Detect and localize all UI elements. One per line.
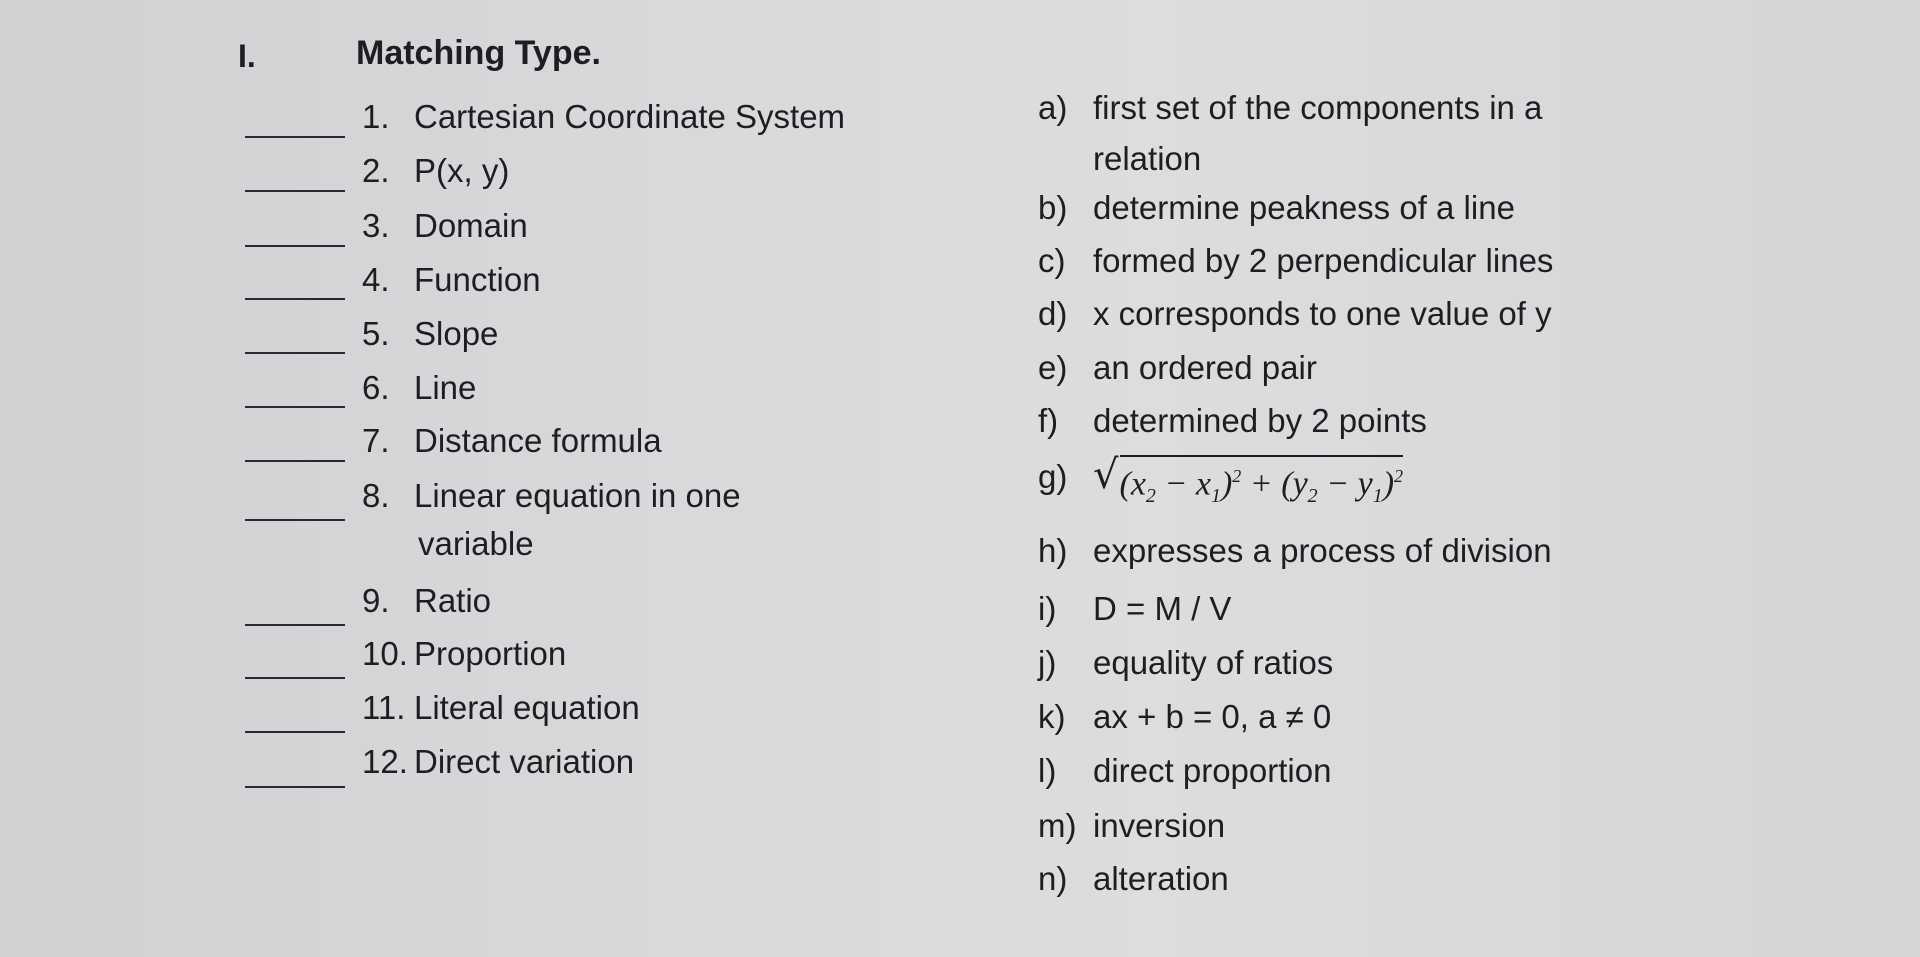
right-item-a: [1038, 89, 1542, 127]
right-item-h: [1038, 532, 1552, 570]
item-text: first set of the components in a: [1093, 89, 1543, 126]
distance-formula: [1093, 452, 1404, 513]
right-item-e: [1038, 349, 1317, 387]
formula-part: ): [1220, 465, 1233, 503]
item-text: determined by 2 points: [1093, 402, 1427, 439]
left-item-11: [362, 689, 640, 727]
answer-blank-7[interactable]: [245, 460, 345, 462]
right-item-n: [1038, 860, 1229, 898]
item-letter: m): [1038, 807, 1077, 844]
item-text: direct proportion: [1093, 752, 1332, 789]
item-number: 12.: [362, 743, 408, 780]
left-item-4: [362, 261, 541, 299]
right-item-j: [1038, 644, 1333, 682]
right-item-m: [1038, 807, 1225, 845]
formula-exponent: 2: [1232, 466, 1242, 486]
item-letter: c): [1038, 242, 1066, 279]
right-item-l: [1038, 752, 1331, 790]
item-text: Distance formula: [414, 422, 662, 459]
answer-blank-6[interactable]: [245, 406, 345, 408]
item-letter: i): [1038, 590, 1057, 627]
right-item-b: [1038, 189, 1515, 227]
item-text: formed by 2 perpendicular lines: [1093, 242, 1554, 279]
answer-blank-8[interactable]: [245, 519, 345, 521]
radical-sign: √: [1093, 452, 1119, 498]
formula-part: − y: [1317, 465, 1373, 503]
answer-blank-5[interactable]: [245, 352, 345, 354]
formula-subscript: 1: [1372, 485, 1383, 508]
left-item-3: [362, 207, 528, 245]
left-item-8-continuation: variable: [418, 525, 534, 562]
left-item-9: [362, 582, 491, 620]
item-number: 9.: [362, 582, 390, 619]
right-item-g: [1038, 452, 1404, 513]
answer-blank-1[interactable]: [245, 136, 345, 138]
answer-blank-3[interactable]: [245, 245, 345, 247]
item-number: 5.: [362, 315, 390, 352]
formula-part: − x: [1155, 465, 1211, 503]
item-letter: b): [1038, 189, 1068, 226]
radicand: [1120, 455, 1404, 513]
left-item-6: [362, 369, 476, 407]
item-text: Cartesian Coordinate System: [414, 98, 846, 135]
left-item-2: [362, 152, 509, 190]
left-item-5: [362, 315, 498, 353]
item-letter: f): [1038, 402, 1059, 439]
formula-exponent: 2: [1394, 466, 1404, 486]
item-letter: h): [1038, 532, 1068, 569]
item-text: x corresponds to one value of y: [1093, 295, 1552, 332]
formula-subscript: 2: [1145, 485, 1156, 508]
formula-subscript: 1: [1210, 485, 1221, 508]
item-number: 10.: [362, 635, 408, 672]
left-item-1: [362, 98, 845, 136]
item-number: 8.: [362, 477, 390, 514]
answer-blank-10[interactable]: [245, 677, 345, 679]
item-text: ax + b = 0, a ≠ 0: [1093, 698, 1332, 735]
item-text: P(x, y): [414, 152, 510, 189]
item-letter: d): [1038, 295, 1068, 332]
item-text: D = M / V: [1093, 590, 1232, 627]
item-text: Line: [414, 369, 477, 406]
right-item-i: [1038, 590, 1231, 628]
right-item-a-continuation: relation: [1093, 140, 1202, 177]
item-text: equality of ratios: [1093, 644, 1334, 681]
item-text: Domain: [414, 207, 528, 244]
item-text: Literal equation: [414, 689, 640, 726]
section-number: I.: [238, 38, 256, 74]
answer-blank-9[interactable]: [245, 624, 345, 626]
item-text: alteration: [1093, 860, 1229, 897]
item-text: Slope: [414, 315, 499, 352]
item-letter: g): [1038, 458, 1068, 495]
item-number: 6.: [362, 369, 390, 406]
right-item-d: [1038, 295, 1552, 333]
item-text: expresses a process of division: [1093, 532, 1552, 569]
item-text: Ratio: [414, 582, 492, 619]
answer-blank-4[interactable]: [245, 298, 345, 300]
formula-part: (x: [1119, 465, 1146, 503]
formula-part: ): [1382, 465, 1395, 503]
item-text: determine peakness of a line: [1093, 189, 1515, 226]
item-letter: j): [1038, 644, 1057, 681]
item-text: Function: [414, 261, 541, 298]
item-number: 11.: [362, 689, 406, 726]
left-item-7: [362, 422, 662, 460]
item-text: an ordered pair: [1093, 349, 1317, 386]
item-letter: e): [1038, 349, 1068, 386]
answer-blank-11[interactable]: [245, 731, 345, 733]
item-letter: a): [1038, 89, 1068, 126]
right-item-f: [1038, 402, 1427, 440]
right-item-c: [1038, 242, 1553, 280]
left-item-12: [362, 743, 634, 781]
item-text: Linear equation in one: [414, 477, 741, 514]
formula-subscript: 2: [1307, 485, 1318, 508]
item-number: 4.: [362, 261, 390, 298]
item-number: 1.: [362, 98, 390, 135]
item-letter: n): [1038, 860, 1068, 897]
formula-part: + (y: [1241, 465, 1308, 503]
answer-blank-12[interactable]: [245, 786, 345, 788]
item-letter: l): [1038, 752, 1057, 789]
item-text: Direct variation: [414, 743, 635, 780]
right-item-k: [1038, 698, 1331, 736]
section-title: Matching Type.: [356, 34, 601, 72]
left-item-10: [362, 635, 566, 673]
item-number: 2.: [362, 152, 390, 189]
item-text: Proportion: [414, 635, 567, 672]
item-letter: k): [1038, 698, 1066, 735]
item-number: 7.: [362, 422, 390, 459]
item-text: inversion: [1093, 807, 1226, 844]
answer-blank-2[interactable]: [245, 190, 345, 192]
left-item-8: [362, 477, 741, 515]
item-number: 3.: [362, 207, 390, 244]
